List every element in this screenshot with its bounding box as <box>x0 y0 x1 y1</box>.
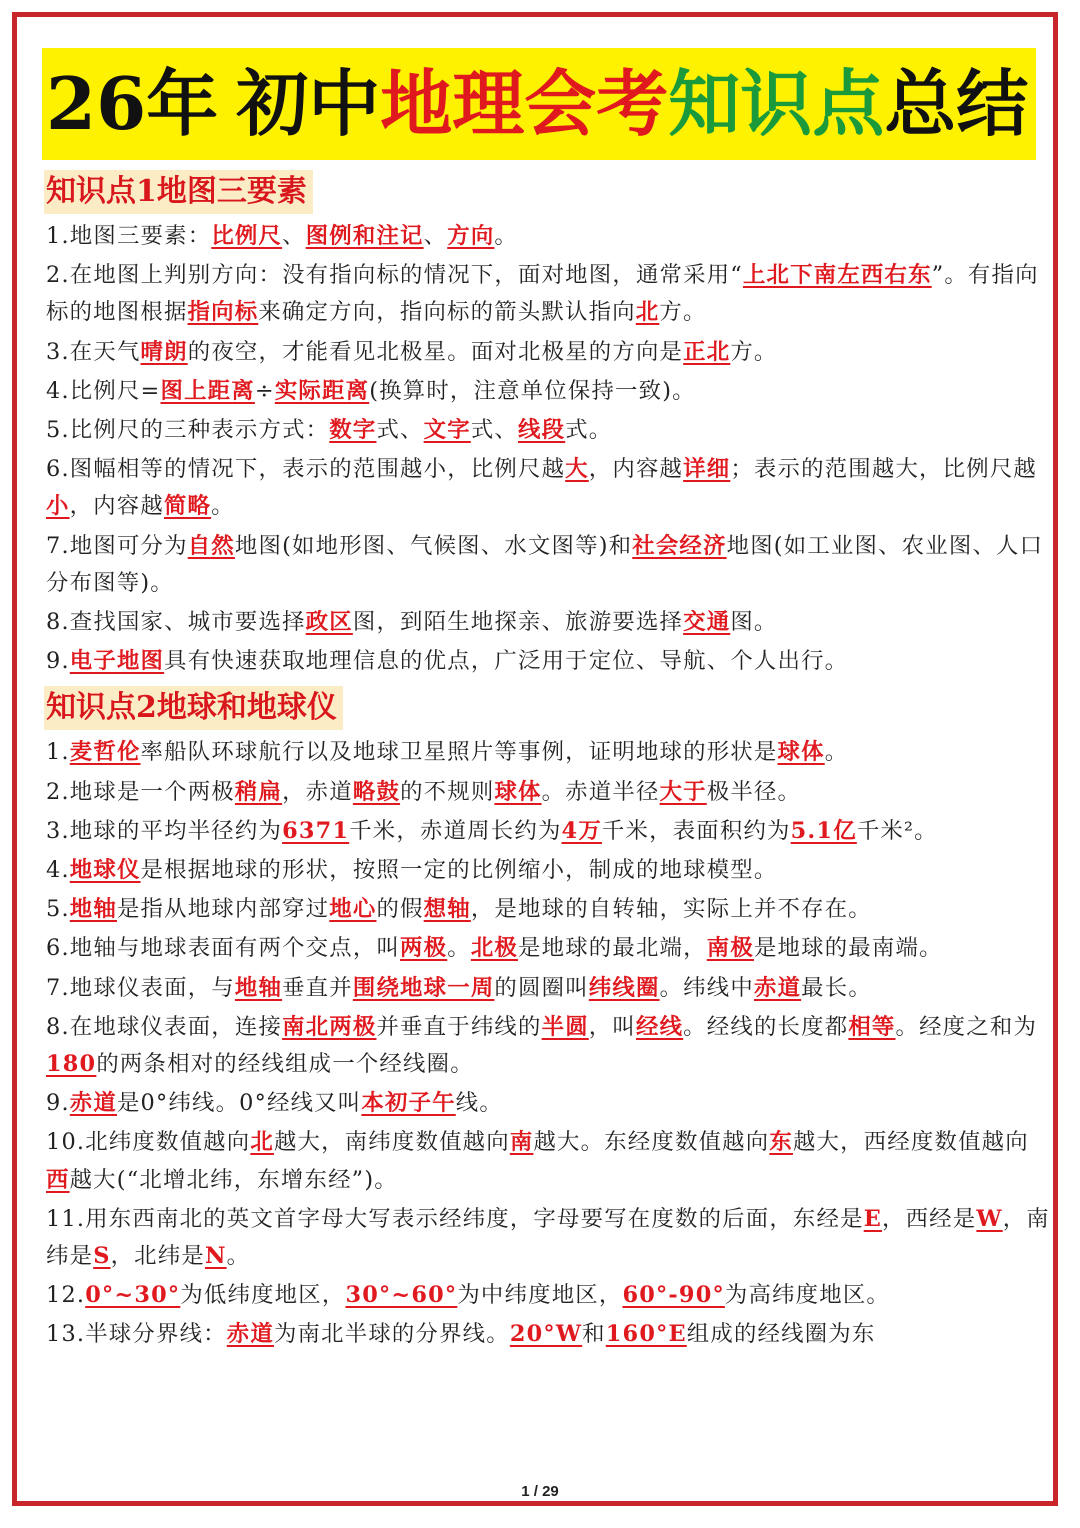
keyword: 围绕地球一周 <box>352 974 495 1001</box>
keyword: 赤道 <box>69 1090 117 1117</box>
list-item <box>46 604 1050 641</box>
item-text: 垂直并 <box>282 974 353 1001</box>
keyword: 大于 <box>659 778 707 805</box>
keyword: N <box>204 1243 227 1270</box>
item-text: 式、 <box>376 417 424 444</box>
keyword: 图例和注记 <box>305 223 424 249</box>
keyword: 麦哲伦 <box>69 739 141 766</box>
list-item <box>46 1277 1050 1314</box>
item-text: 越大，南纬度数值越向 <box>273 1129 510 1156</box>
item-text: 7.地球仪表面，与 <box>46 974 235 1001</box>
item-text: 4.比例尺= <box>46 377 161 404</box>
title-part: 26年 <box>46 61 219 146</box>
keyword: 北极 <box>470 935 519 962</box>
item-text: ，内容越 <box>588 456 684 483</box>
title-part: 初中 <box>236 61 381 146</box>
keyword: 线段 <box>518 417 566 444</box>
item-text: 9. <box>46 648 70 675</box>
item-text: 、 <box>282 223 306 249</box>
item-text: 的假 <box>376 896 424 923</box>
item-text: 。经度之和为 <box>895 1013 1038 1040</box>
item-text: ；表示的范围越大，比例尺越 <box>730 456 1038 483</box>
keyword: 实际距离 <box>274 377 370 404</box>
item-text: 1.地图三要素： <box>46 223 212 249</box>
item-text: 是地球的最南端。 <box>753 935 943 962</box>
keyword: 相等 <box>848 1013 896 1040</box>
keyword: 半圆 <box>541 1013 589 1040</box>
item-text: 千米，赤道周长约为 <box>349 817 562 844</box>
list-item <box>46 734 1050 771</box>
section-heading: 知识点2地球和地球仪 <box>44 686 343 730</box>
keyword: 方向 <box>447 223 495 249</box>
keyword: S <box>93 1243 111 1270</box>
keyword: 详细 <box>683 456 731 483</box>
list-item <box>46 852 1050 889</box>
list-item <box>46 774 1050 811</box>
list-item <box>46 1009 1050 1083</box>
list-item <box>46 257 1050 331</box>
keyword: 北 <box>635 299 660 326</box>
item-text: 是根据地球的形状，按照一定的比例缩小，制成的地球模型。 <box>140 857 778 884</box>
keyword: 小 <box>46 493 70 520</box>
keyword: 文字 <box>423 417 471 444</box>
keyword: 上北下南左西右东 <box>742 262 932 289</box>
item-text: ，内容越 <box>69 493 164 520</box>
keyword: 30°~60° <box>345 1282 458 1309</box>
item-text: 4. <box>46 857 70 884</box>
keyword: 电子地图 <box>69 648 165 675</box>
item-text: 10.北纬度数值越向 <box>46 1129 251 1156</box>
keyword: 球体 <box>494 778 542 805</box>
item-text: 。 <box>824 739 849 766</box>
keyword: 地轴 <box>69 896 117 923</box>
item-text: 13.半球分界线： <box>46 1321 227 1348</box>
keyword: 球体 <box>777 739 825 766</box>
item-text: 方。 <box>659 299 707 326</box>
item-text: 2.在地图上判别方向：没有指向标的情况下，面对地图，通常采用“ <box>46 262 743 289</box>
title-part: 总结 <box>884 61 1029 146</box>
keyword: 南极 <box>706 935 754 962</box>
item-text: 式。 <box>565 417 613 444</box>
keyword: 180 <box>46 1051 97 1078</box>
item-text: 。 <box>226 1243 251 1270</box>
list-item <box>46 1124 1050 1198</box>
list-item <box>46 412 1050 449</box>
list-item <box>46 373 1050 410</box>
keyword: 想轴 <box>423 896 471 923</box>
item-text: 9. <box>46 1090 70 1117</box>
item-text: ”。有指向标的地图根据 <box>46 262 1039 326</box>
item-text: 图。 <box>730 609 778 636</box>
keyword: 正北 <box>683 338 731 365</box>
title-part: 知识点 <box>668 61 885 146</box>
item-text: 最长。 <box>801 974 872 1001</box>
item-text: 的两条相对的经线组成一个经线圈。 <box>96 1051 474 1078</box>
keyword: 地球仪 <box>69 857 141 884</box>
keyword: E <box>863 1205 882 1232</box>
item-text: 地图(如地形图、气候图、水文图等)和 <box>234 532 633 559</box>
list-item <box>46 930 1050 967</box>
item-text: 是指从地球内部穿过 <box>116 896 330 923</box>
keyword: 两极 <box>400 935 448 962</box>
item-text: 来确定方向，指向标的箭头默认指向 <box>258 299 636 326</box>
item-text: 8.在地球仪表面，连接 <box>46 1013 283 1040</box>
keyword: 纬线圈 <box>588 974 660 1001</box>
list-item <box>46 528 1050 602</box>
keyword: 地轴 <box>234 974 283 1001</box>
keyword: 地心 <box>329 896 377 923</box>
keyword: 经线 <box>635 1013 684 1040</box>
list-item <box>46 1085 1050 1122</box>
item-text: 12. <box>46 1282 86 1309</box>
item-text: (换算时，注意单位保持一致)。 <box>369 377 696 404</box>
item-text: 并垂直于纬线的 <box>376 1013 542 1040</box>
list-item <box>46 813 1050 850</box>
item-text: 。经线的长度都 <box>683 1013 849 1040</box>
item-text: ，是地球的自转轴，实际上并不存在。 <box>470 896 872 923</box>
item-text: 。赤道半径 <box>541 778 660 805</box>
keyword: 西 <box>46 1166 70 1193</box>
item-text: 5. <box>46 896 70 923</box>
item-text: 是0°纬线。0°经线又叫 <box>116 1090 362 1117</box>
item-text: 为低纬度地区， <box>180 1282 346 1309</box>
keyword: 赤道 <box>226 1321 274 1348</box>
item-text: 5.比例尺的三种表示方式： <box>46 417 330 444</box>
keyword: 交通 <box>683 609 731 636</box>
list-item <box>46 334 1050 371</box>
item-text: 地图(如工业图、农业图、人口分布图等)。 <box>46 532 1044 596</box>
item-text: ÷ <box>254 377 275 404</box>
keyword: 南 <box>509 1129 534 1156</box>
keyword: 指向标 <box>187 299 259 326</box>
item-text: ，赤道 <box>282 778 353 805</box>
item-text: 7.地图可分为 <box>46 532 188 559</box>
keyword: 赤道 <box>753 974 802 1001</box>
item-text: 的圆圈叫 <box>494 974 589 1001</box>
keyword: 5.1亿 <box>790 817 857 844</box>
item-text: 越大。东经度数值越向 <box>533 1129 770 1156</box>
item-text: 具有快速获取地理信息的优点，广泛用于定位、导航、个人出行。 <box>164 648 849 675</box>
item-text: ，西经是 <box>881 1205 977 1232</box>
keyword: 政区 <box>305 609 353 636</box>
item-text: 式、 <box>470 417 519 444</box>
keyword: 60°-90° <box>622 1282 725 1309</box>
item-text: 为高纬度地区。 <box>724 1282 891 1309</box>
keyword: 本初子午 <box>361 1090 456 1117</box>
item-text: 为中纬度地区， <box>457 1282 623 1309</box>
item-text: 11.用东西南北的英文首字母大写表示经纬度，字母要写在度数的后面，东经是 <box>46 1205 864 1232</box>
item-text: 2.地球是一个两极 <box>46 778 235 805</box>
item-text: 率船队环球航行以及地球卫星照片等事例，证明地球的形状是 <box>140 739 778 766</box>
item-text: 1. <box>46 739 70 766</box>
keyword: 数字 <box>329 417 377 444</box>
item-text: 极半径。 <box>706 778 802 805</box>
item-text: 。纬线中 <box>659 974 754 1001</box>
item-text: 8.查找国家、城市要选择 <box>46 609 306 636</box>
page-indicator: 1 / 29 <box>521 1483 559 1500</box>
keyword: 南北两极 <box>282 1013 377 1040</box>
item-text: 3.在天气 <box>46 338 141 365</box>
keyword: 160°E <box>605 1321 687 1348</box>
item-text: 是地球的最北端， <box>518 935 707 962</box>
item-text: 方。 <box>730 338 778 365</box>
item-text: 。 <box>494 223 519 249</box>
item-text: 千米²。 <box>856 817 938 844</box>
document-body <box>46 168 1050 1356</box>
list-item <box>46 451 1050 525</box>
item-text: 的夜空，才能看见北极星。面对北极星的方向是 <box>187 338 684 365</box>
keyword: 简略 <box>163 493 212 520</box>
keyword: 稍扁 <box>234 778 283 805</box>
item-text: 6.地轴与地球表面有两个交点，叫 <box>46 935 401 962</box>
item-text: ，南纬是 <box>46 1205 1050 1270</box>
keyword: 略鼓 <box>352 778 401 805</box>
item-text: 组成的经线圈为东 <box>686 1321 876 1348</box>
keyword: 4万 <box>561 817 602 844</box>
keyword: 0°~30° <box>85 1282 181 1309</box>
item-text: 图，到陌生地探亲、旅游要选择 <box>352 609 684 636</box>
page-title <box>42 48 1036 160</box>
keyword: 比例尺 <box>211 223 283 249</box>
item-text: 为南北半球的分界线。 <box>273 1321 510 1348</box>
list-item <box>46 891 1050 928</box>
item-text: 千米，表面积约为 <box>601 817 791 844</box>
keyword: 自然 <box>187 532 235 559</box>
item-text: 。 <box>447 935 471 962</box>
item-text: 越大，西经度数值越向 <box>792 1129 1029 1156</box>
keyword: 20°W <box>509 1321 583 1348</box>
list-item <box>46 218 1050 255</box>
item-text: 3.地球的平均半径约为 <box>46 817 283 844</box>
keyword: 图上距离 <box>160 377 255 404</box>
list-item <box>46 643 1050 680</box>
section-heading: 知识点1地图三要素 <box>44 170 313 214</box>
item-text: 6.图幅相等的情况下，表示的范围越小，比例尺越 <box>46 456 566 483</box>
list-item <box>46 970 1050 1007</box>
keyword: 社会经济 <box>632 532 727 559</box>
keyword: 6371 <box>282 817 350 844</box>
item-text: 的不规则 <box>400 778 495 805</box>
item-text: ，叫 <box>588 1013 636 1040</box>
item-text: 。 <box>211 493 235 520</box>
keyword: W <box>976 1205 1003 1232</box>
keyword: 东 <box>769 1129 793 1156</box>
keyword: 晴朗 <box>140 338 188 365</box>
item-text: 线。 <box>455 1090 503 1117</box>
list-item <box>46 1201 1050 1275</box>
keyword: 北 <box>250 1129 274 1156</box>
list-item <box>46 1316 1050 1353</box>
item-text: ，北纬是 <box>110 1243 205 1270</box>
keyword: 大 <box>565 456 589 483</box>
item-text: 越大(“北增北纬，东增东经”)。 <box>69 1166 398 1193</box>
item-text: 和 <box>582 1321 606 1348</box>
title-part: 地理会考 <box>380 61 669 146</box>
item-text: 、 <box>423 223 448 249</box>
